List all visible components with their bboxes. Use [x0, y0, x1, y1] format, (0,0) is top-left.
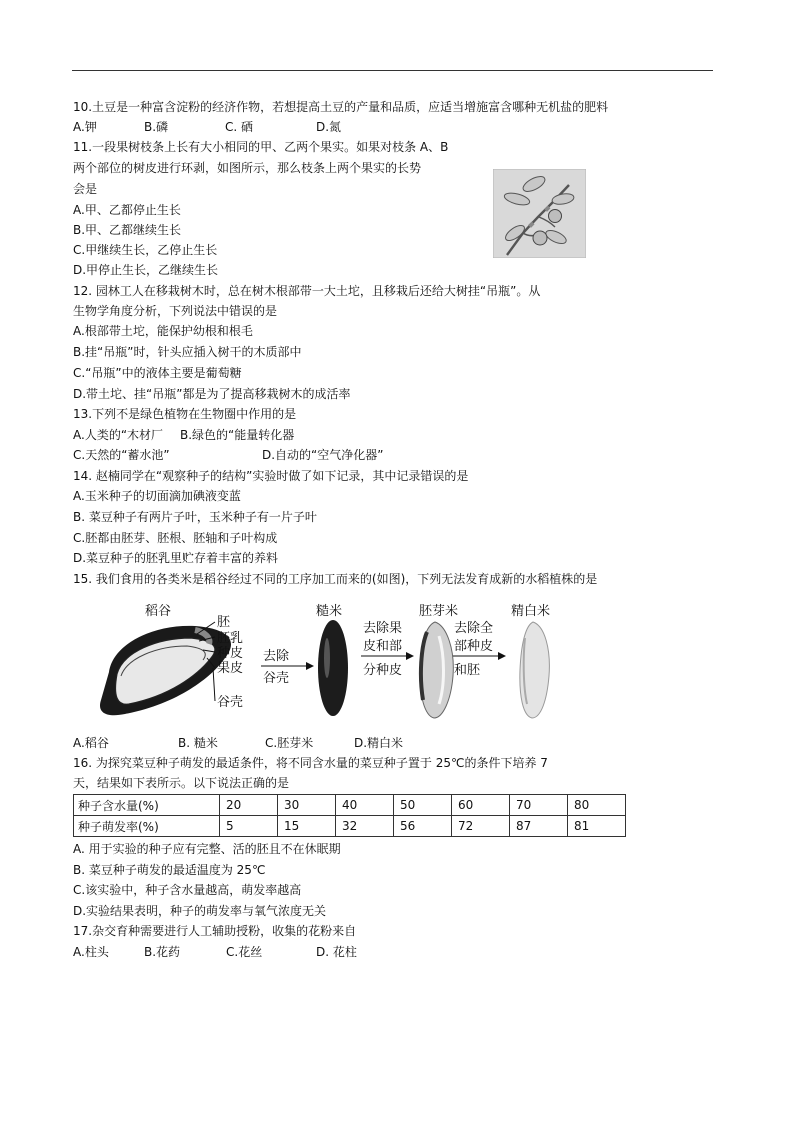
q13-option-d: D.自动的“空气净化器”: [262, 448, 384, 462]
label-part-4: 谷壳: [217, 695, 244, 710]
label-germ-rice: 胚芽米: [419, 604, 459, 619]
table-cell: 87: [510, 816, 568, 837]
q11-stem-line-1: 11.一段果树枝条上长有大小相同的甲、乙两个果实。如果对枝条 A、B: [73, 140, 449, 154]
q13-option-a: A.人类的“木材厂: [73, 428, 164, 442]
table-row-label: 种子萌发率(%): [74, 816, 220, 837]
label-brown-rice: 糙米: [316, 604, 343, 619]
q17-option-d: D. 花柱: [316, 945, 357, 959]
table-cell: 80: [568, 795, 626, 816]
table-cell: 56: [394, 816, 452, 837]
q16-option-c: C.该实验中，种子含水量越高，萌发率越高: [73, 883, 302, 897]
table-cell: 30: [278, 795, 336, 816]
step2-line-3: 分种皮: [363, 663, 403, 678]
table-cell: 60: [452, 795, 510, 816]
q12-option-d: D.带土坨、挂“吊瓶”都是为了提高移栽树木的成活率: [73, 387, 351, 401]
q10-option-b: B.磷: [144, 120, 169, 134]
table-cell: 72: [452, 816, 510, 837]
q12-option-b: B.挂“吊瓶”时，针头应插入树干的木质部中: [73, 345, 302, 359]
q12-stem-line-1: 12. 园林工人在移栽树木时，总在树木根部带一大土坨，且移栽后还给大树挂“吊瓶”。从: [73, 284, 541, 298]
table-cell: 15: [278, 816, 336, 837]
table-row: [74, 816, 626, 837]
step3-line-3: 和胚: [454, 663, 481, 678]
q16-option-a: A. 用于实验的种子应有完整、活的胚且不在休眠期: [73, 842, 341, 856]
seed-germination-table: [73, 794, 626, 837]
q14-option-a: A.玉米种子的切面滴加碘液变蓝: [73, 489, 241, 503]
q11-option-a: A.甲、乙都停止生长: [73, 203, 181, 217]
label-rice-grain: 稻谷: [145, 604, 172, 619]
q15-option-c: C.胚芽米: [265, 736, 314, 750]
step2-line-1: 去除果: [363, 621, 403, 636]
fruit-branch-figure: [493, 169, 586, 258]
q11-option-c: C.甲继续生长，乙停止生长: [73, 243, 218, 257]
q12-stem-line-2: 生物学角度分析，下列说法中错误的是: [73, 304, 278, 318]
q16-stem-line-2: 天，结果如下表所示。以下说法正确的是: [73, 776, 290, 790]
q13-option-c: C.天然的“蓄水池”: [73, 448, 170, 462]
q16-option-b: B. 菜豆种子萌发的最适温度为 25℃: [73, 863, 266, 877]
label-part-0: 胚: [217, 615, 231, 630]
q11-option-d: D.甲停止生长，乙继续生长: [73, 263, 219, 277]
q12-option-c: C.“吊瓶”中的液体主要是葡萄糖: [73, 366, 242, 380]
header-rule: [72, 70, 713, 71]
q10-option-d: D.氮: [316, 120, 342, 134]
q15-stem: 15. 我们食用的各类米是稻谷经过不同的工序加工而来的(如图)，下列无法发育成新的水稻植株的是: [73, 572, 598, 586]
table-cell: 40: [336, 795, 394, 816]
q11-option-b: B.甲、乙都继续生长: [73, 223, 182, 237]
table-cell: 32: [336, 816, 394, 837]
q13-stem: 13.下列不是绿色植物在生物圈中作用的是: [73, 407, 297, 421]
label-white-rice: 精白米: [511, 604, 551, 619]
q11-stem-line-2: 两个部位的树皮进行环剥，如图所示，那么枝条上两个果实的长势: [73, 161, 422, 175]
q15-option-d: D.精白米: [354, 736, 404, 750]
step3-line-2: 部种皮: [454, 639, 494, 654]
q14-option-d: D.菜豆种子的胚乳里贮存着丰富的养料: [73, 551, 279, 565]
q14-option-b: B. 菜豆种子有两片子叶，玉米种子有一片子叶: [73, 510, 317, 524]
q13-option-b: B.绿色的“能量转化器: [180, 428, 295, 442]
q12-option-a: A.根部带土坨，能保护幼根和根毛: [73, 324, 253, 338]
q10-option-c: C. 硒: [225, 120, 254, 134]
table-cell: 20: [220, 795, 278, 816]
step1-line-2: 谷壳: [263, 671, 290, 686]
q14-option-c: C.胚都由胚芽、胚根、胚轴和子叶构成: [73, 531, 278, 545]
q14-stem: 14. 赵楠同学在“观察种子的结构”实验时做了如下记录，其中记录错误的是: [73, 469, 469, 483]
q16-stem-line-1: 16. 为探究菜豆种子萌发的最适条件，将不同含水量的菜豆种子置于 25℃的条件下培养 7: [73, 756, 548, 770]
q17-option-b: B.花药: [144, 945, 181, 959]
label-part-1: 胚乳: [217, 631, 244, 646]
q15-option-a: A.稻谷: [73, 736, 109, 750]
table-cell: 50: [394, 795, 452, 816]
table-cell: 81: [568, 816, 626, 837]
step3-line-1: 去除全: [454, 621, 494, 636]
table-cell: 70: [510, 795, 568, 816]
q10-option-a: A.钾: [73, 120, 97, 134]
table-row: [74, 795, 626, 816]
q15-option-b: B. 糙米: [178, 736, 218, 750]
q16-option-d: D.实验结果表明，种子的萌发率与氧气浓度无关: [73, 904, 327, 918]
q17-option-a: A.柱头: [73, 945, 109, 959]
q10-stem: 10.土豆是一种富含淀粉的经济作物，若想提高土豆的产量和品质，应适当增施富含哪种无机盐的肥料: [73, 100, 609, 114]
rice-processing-figure: [73, 596, 593, 731]
step2-line-2: 皮和部: [363, 639, 403, 654]
step1-line-1: 去除: [263, 649, 290, 664]
label-part-3: 果皮: [217, 661, 244, 676]
q17-option-c: C.花丝: [226, 945, 263, 959]
q11-stem-line-3: 会是: [73, 182, 98, 196]
table-cell: 5: [220, 816, 278, 837]
q17-stem: 17.杂交育种需要进行人工辅助授粉，收集的花粉来自: [73, 924, 357, 938]
label-part-2: 种皮: [217, 646, 244, 661]
table-row-label: 种子含水量(%): [74, 795, 220, 816]
